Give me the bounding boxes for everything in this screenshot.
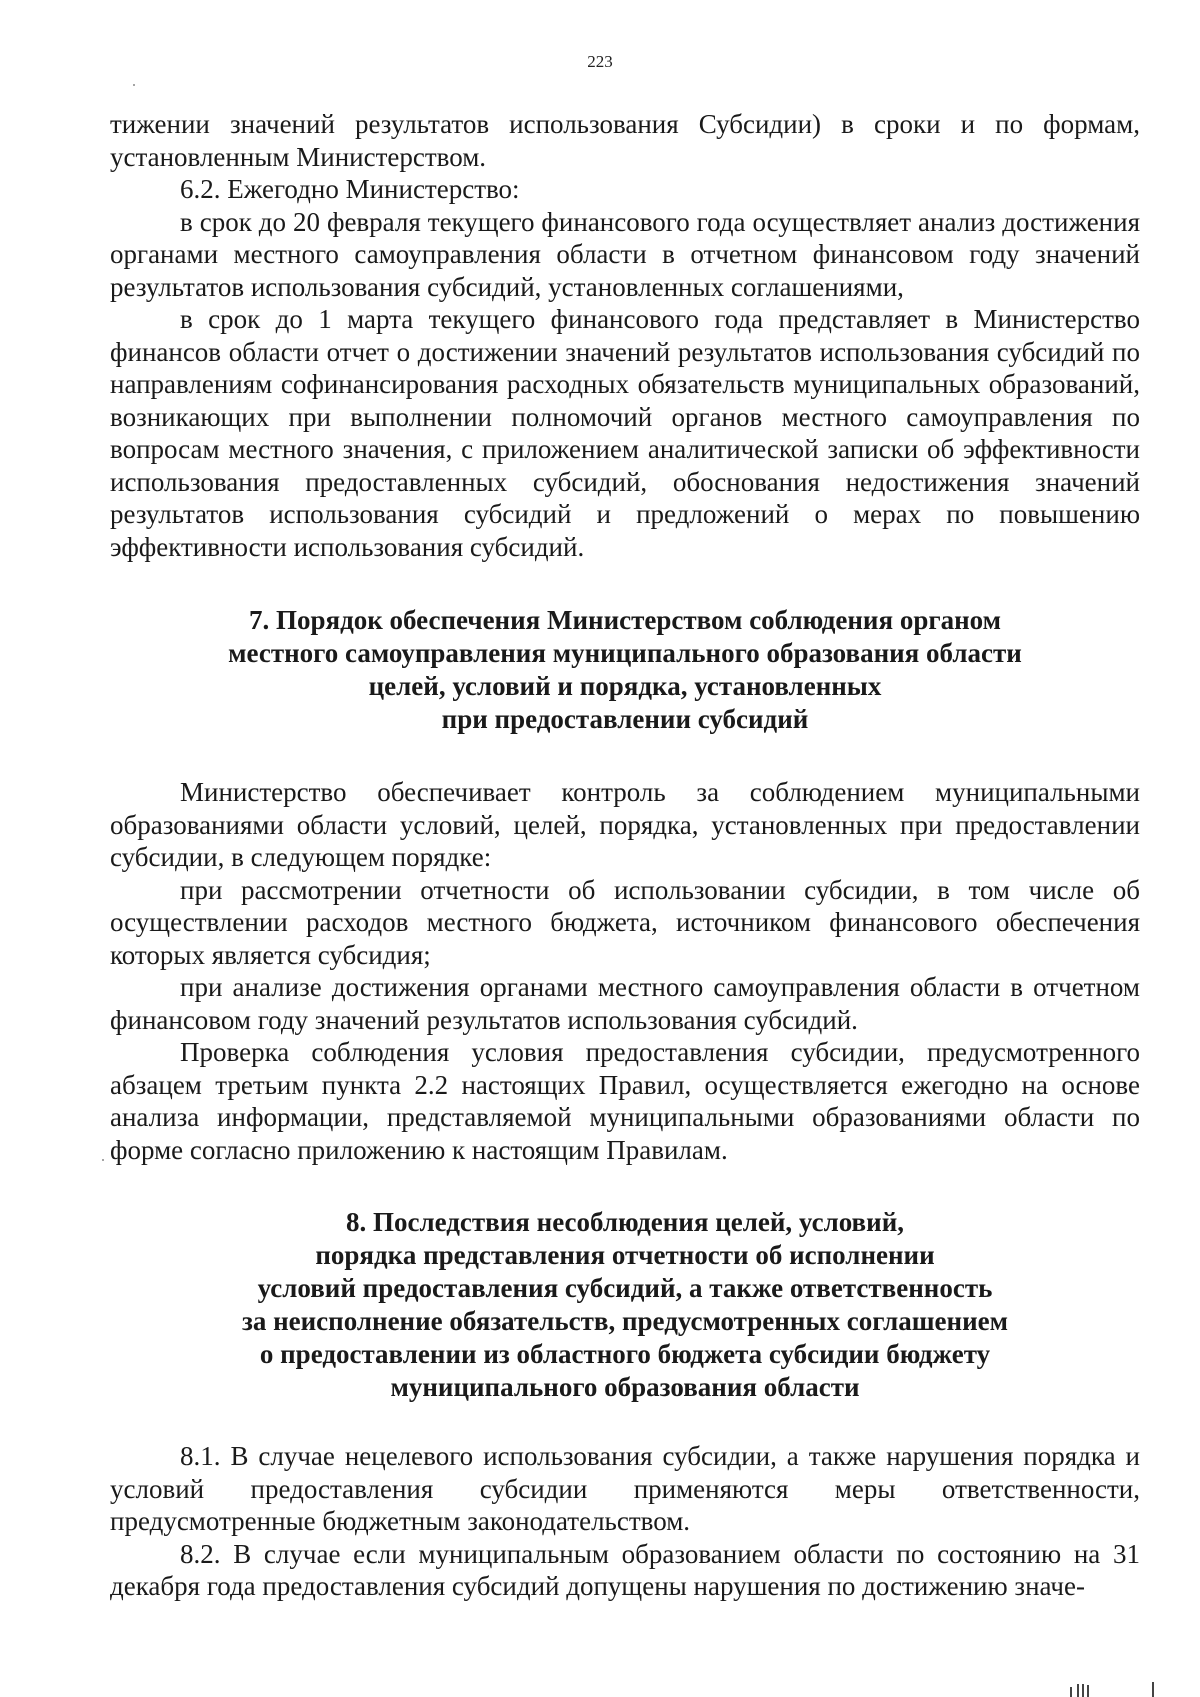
paragraph-6-2-report: в срок до 1 марта текущего финансового года представляет в Министерство финансов области отчет о достижении значений результатов использования субсидий по направлениям софинансирования расходных обязательств муниципальных образований, возникающих при выполнении полномочий органов местного самоуправления по вопросам местного значения, с приложением аналитической записки об эффективности использования предоставленных субсидий, обоснования недостижения значений результатов использования субсидий и предложений о мерах по повышению эффективности использования субсидий. — [110, 304, 1140, 562]
paragraph-control-intro: Министерство обеспечивает контроль за соблюдением муниципальными образованиями области условий, целей, порядка, установленных при предоставлении субсидии, в следующем порядке: — [110, 777, 1140, 872]
paragraph-8-2: 8.2. В случае если муниципальным образованием области по состоянию на 31 декабря года предоставления субсидий допущены нарушения по достижению значе- — [110, 1538, 1140, 1601]
paragraph-6-2: 6.2. Ежегодно Министерство: — [180, 174, 520, 204]
section-8-heading-line: условий предоставления субсидий, а также ответственность — [257, 1273, 993, 1303]
section-7-heading-line: целей, условий и порядка, установленных — [368, 671, 882, 701]
section-7-heading-line: при предоставлении субсидий — [441, 704, 809, 734]
paragraph-continuation: тижении значений результатов использования Субсидии) в сроки и по формам, установленным Министерством. — [110, 109, 1140, 172]
section-8-heading-line: 8. Последствия несоблюдения целей, условий, — [346, 1207, 904, 1237]
page-number: 223 — [587, 52, 613, 71]
scan-speck — [133, 84, 135, 86]
section-7-heading-line: местного самоуправления муниципального образования области — [228, 638, 1022, 668]
paragraph-6-2-analysis: в срок до 20 февраля текущего финансового года осуществляет анализ достижения органами местного самоуправления области в отчетном финансовом году значений результатов использования субсидий, установленных соглашениями, — [110, 206, 1140, 302]
paragraph-control-analysis: при анализе достижения органами местного самоуправления области в отчетном финансовом году значений результатов использования субсидий. — [110, 972, 1140, 1035]
section-8-heading — [110, 1206, 1140, 1404]
paragraph-8-1: 8.1. В случае нецелевого использования субсидии, а также нарушения порядка и условий предоставления субсидии применяются меры ответственности, предусмотренные бюджетным законодательством. — [110, 1441, 1140, 1536]
paragraph-verification: Проверка соблюдения условия предоставления субсидии, предусмотренного абзацем третьим пункта 2.2 настоящих Правил, осуществляется ежегодно на основе анализа информации, представляемой муниципальными образованиями области по форме согласно приложению к настоящим Правилам. — [110, 1037, 1140, 1165]
section-8-heading-line: за неисполнение обязательств, предусмотренных соглашением — [241, 1306, 1009, 1336]
paragraph-control-reporting: при рассмотрении отчетности об использовании субсидии, в том числе об осуществлении расходов местного бюджета, источником финансового обеспечения которых является субсидия; — [110, 874, 1140, 970]
section-7-heading — [110, 604, 1140, 736]
section-8-heading-line: о предоставлении из областного бюджета субсидии бюджету — [259, 1339, 991, 1369]
document-body — [110, 108, 1140, 1603]
scan-edge-marks — [1060, 1680, 1160, 1697]
scan-speck — [102, 1159, 104, 1161]
section-7-heading-line: 7. Порядок обеспечения Министерством соблюдения органом — [248, 605, 1002, 635]
section-8-heading-line: порядка представления отчетности об исполнении — [315, 1240, 935, 1270]
section-8-heading-line: муниципального образования области — [390, 1372, 860, 1402]
